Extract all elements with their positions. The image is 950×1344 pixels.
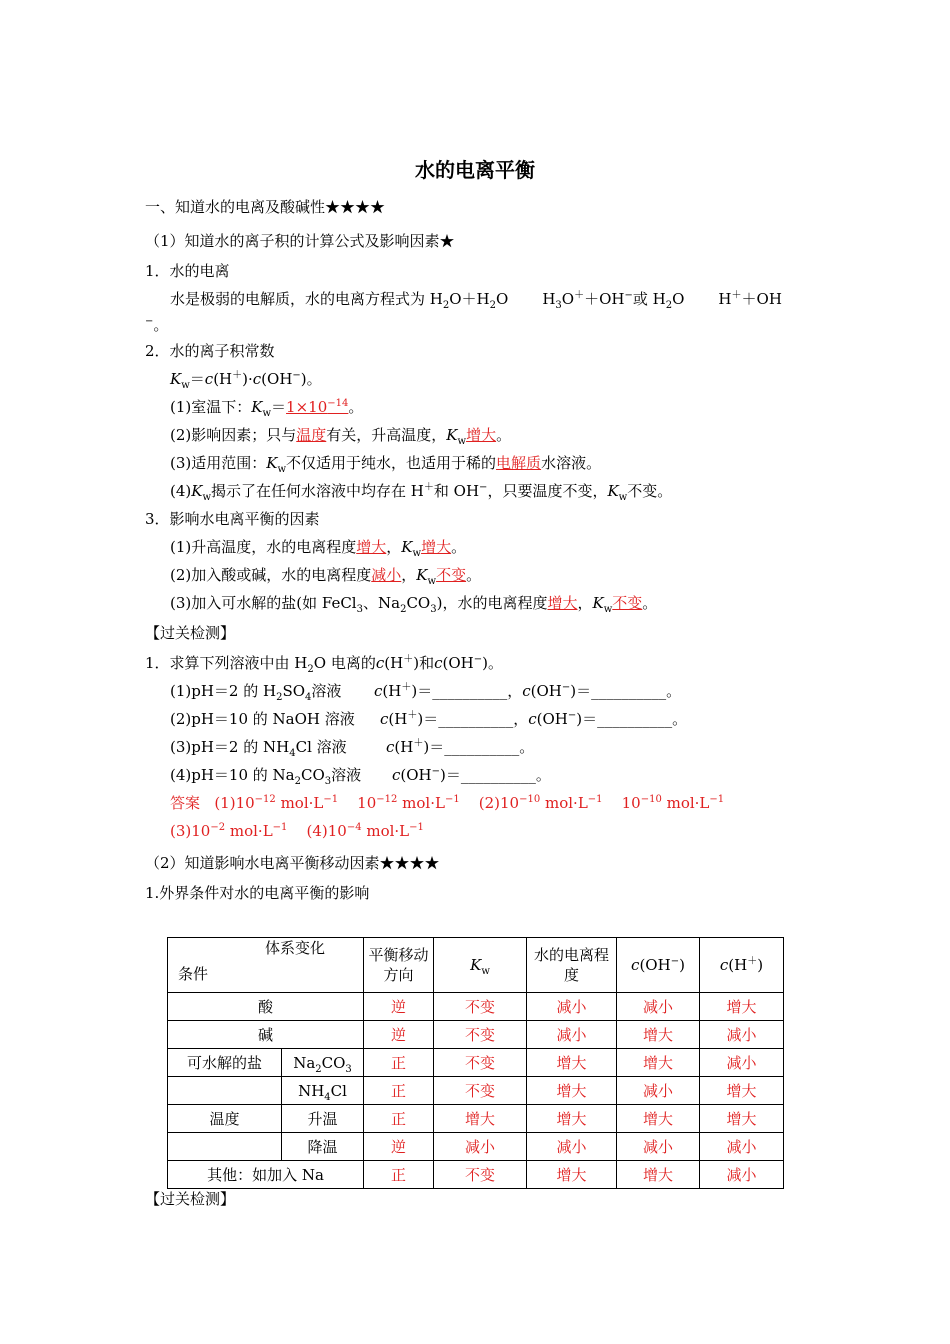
subsection-2-heading: （2）知道影响水电离平衡移动因素★★★★ [145, 854, 440, 872]
question-1-c-blanks: c(H＋)＝__________。 [386, 738, 535, 756]
page-title: 水的电离平衡 [415, 158, 535, 182]
subsection-1-heading: （1）知道水的离子积的计算公式及影响因素★ [145, 232, 455, 250]
answer-electrolyte: 电解质 [496, 454, 542, 472]
header-degree: 水的电离程度 [527, 938, 617, 993]
kw-factors: (2)影响因素；只与温度有关，升高温度，$K_w$增大。 [170, 426, 512, 447]
table-row: 酸 逆 不变 减小 减小 增大 [168, 993, 784, 1021]
table-row: 碱 逆 不变 减小 增大 减小 [168, 1021, 784, 1049]
external-conditions-heading: 1.外界条件对水的电离平衡的影响 [145, 884, 370, 902]
point-3-heading: 3．影响水电离平衡的因素 [145, 510, 320, 528]
check-heading: 【过关检测】 [145, 624, 236, 642]
influence-table [167, 937, 784, 1189]
answer-temperature: 温度 [296, 426, 327, 444]
question-1-a: (1)pH＝2 的 $H_2SO_4$溶液 [170, 682, 342, 703]
factor-temperature: (1)升高温度，水的电离程度增大，$K_w$增大。 [170, 538, 467, 559]
header-c-oh: c(OH−) [617, 938, 700, 993]
question-1-b-blanks: c(H＋)＝__________，c(OH−)＝__________。 [380, 710, 688, 728]
table-header-row [168, 938, 784, 993]
table-row: 可水解的盐 $Na_2CO_3$ 正 不变 增大 增大 减小 [168, 1049, 784, 1077]
answer-line-2: $(3)10^{-2}$ $mol\cdot L^{-1}$ $(4)10^{-4}$ $mol\cdot L^{-1}$ [170, 822, 424, 840]
ionization-equation-end: −。 [145, 316, 169, 334]
answer-increase: 增大 [466, 426, 497, 444]
factor-salt: (3)加入可水解的盐(如 FeCl$_3$、$Na_2CO_3$)，水的电离程度增大，$K_w$不变。 [170, 594, 658, 615]
question-1-c: (3)pH＝2 的 $NH_4Cl$ 溶液 [170, 738, 347, 759]
header-c-h: c(H＋) [700, 938, 784, 993]
kw-definition: $K_w=c(H^+)\cdot c(OH^-)$。 [170, 370, 322, 391]
header-direction: 平衡移动方向 [364, 938, 434, 993]
ionization-equation: 水是极弱的电解质，水的电离方程式为 $H_2O+H_2O$ $H_3O^++OH^-$或 $H_2O$ H＋＋OH [170, 290, 782, 311]
table-row: 温度 升温 正 增大 增大 增大 增大 [168, 1105, 784, 1133]
table-row: $NH_4Cl$ 正 不变 增大 减小 增大 [168, 1077, 784, 1105]
header-condition-cell: 体系变化 条件 [168, 938, 364, 993]
question-1-d: (4)pH＝10 的 $Na_2CO_3$溶液 [170, 766, 362, 787]
question-1-d-blanks: c(OH−)＝__________。 [392, 766, 551, 784]
question-1-b: (2)pH＝10 的 NaOH 溶液 [170, 710, 355, 728]
kw-meaning: $(4)K_w$揭示了在任何水溶液中均存在 H＋和 OH−，只要温度不变，$K_w$不变。 [170, 482, 673, 503]
kw-scope: (3)适用范围：$K_w$不仅适用于纯水，也适用于稀的电解质水溶液。 [170, 454, 602, 475]
point-1-heading: 1．水的电离 [145, 262, 230, 280]
header-kw: $K_w$ [434, 938, 527, 993]
table-row: 降温 逆 减小 减小 减小 减小 [168, 1133, 784, 1161]
table-row: 其他：如加入 Na 正 不变 增大 增大 减小 [168, 1161, 784, 1189]
question-1: 1．求算下列溶液中由 $H_2O$ 电离的c(H＋)和c(OH−)。 [145, 654, 503, 675]
answer-line-1: 答案 $(1)10^{-12}$ $mol\cdot L^{-1}$ $10^{-12}$ $mol\cdot L^{-1}$ $(2)10^{-10}$ $mol\cdot L^{-1}$ $10^{-10}$ $mol\cdot L^{-1}$ [170, 794, 725, 812]
point-2-heading: 2．水的离子积常数 [145, 342, 275, 360]
question-1-a-blanks: c(H＋)＝__________，c(OH−)＝__________。 [374, 682, 682, 700]
answer-kw-value: $1\times 10^{-14}$ [286, 398, 349, 416]
check-heading-2: 【过关检测】 [145, 1190, 236, 1208]
kw-room-temp: (1)室温下：$K_w=1\times 10^{-14}$。 [170, 398, 364, 419]
section-1-heading: 一、知道水的电离及酸碱性★★★★ [145, 198, 386, 216]
factor-acid-base: (2)加入酸或碱，水的电离程度减小，$K_w$不变。 [170, 566, 482, 587]
